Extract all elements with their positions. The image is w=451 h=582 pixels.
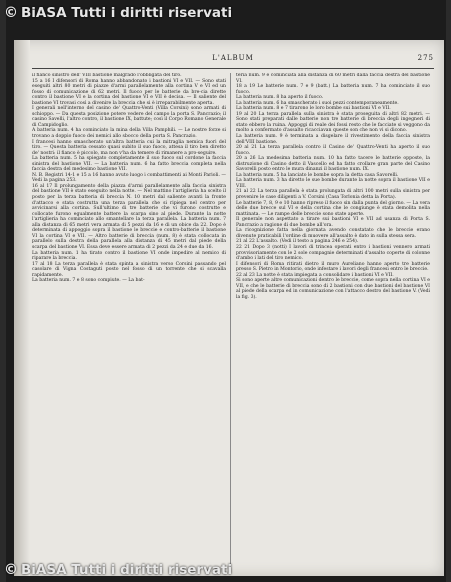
paragraph: Il generale non aspettato a tirare sui bastioni VI e VII ad usanza di Porta S. Pancrazio a ragione di due bombe all'ora. (236, 217, 430, 228)
paragraph: La batteria num. 6 ha smascherato i suoi pezzi contemporaneamente. (236, 100, 399, 106)
paragraph: Si sono aperte altre comunicazioni dentro le breccie, come sopra nella cortina VI e VII, e che le batterie di breccia sono di 2 bastioni con due bastioni del bastione VI al piede della scarpa ed in comunicazione con l'attacco destro del bastione V. (Vedi la fig. 3). (236, 278, 430, 300)
paragraph: 22 21 Dopo 3 (notti) I lavori di trincea operati entro i bastioni vennero armati provvisoriamente con le 2 sole compagnie determinati d'assalto coperte di colonne d'ambo i lati del tiro nemico. (236, 244, 430, 262)
watermark-text: BiASA Tutti i diritti riservati (21, 5, 233, 21)
paragraph: I difensori di Roma ritirati dietro il muro Aureliano hanno aperto tre batterie presso S. Pietro in Montorio, onde infestare i lavori degli francesi entro le breccie. (236, 261, 430, 273)
column-divider (230, 73, 231, 569)
paragraph: Le batterie 7, 8, 9 e 10 hanno ripreso il fuoco sin dalla punta del giorno. — La vera delle due brecce sul VI e della cortina che le congiunge è stata demolita nella mattinata. — Le rampe delle breccie sono state aperte. (236, 200, 430, 217)
paragraph: 15 a 16 I difensori di Roma hanno abbandonato i bastioni VI e VII. — Sono stati eseguiti altri 80 metri di piazze d'armi parallelamente alla cortina V e VI ed un fosso di comunicazione di 62 metri. Il fuoco per le batterie da bre-cia dirette contro il bastione VI e la cortina del bastione VI e VII è decisa. — Il saliente del bastione VI trovasi così a divenire la breccia che si è irreparabilmente aperta. (32, 78, 226, 106)
copyright-icon: © (4, 5, 18, 21)
paragraph: A batteria num. 4 ha cominciato la mina della Villa Pamphili. — Le nostre forze si trovano a doppio fuoco dei nemici allo sbocco della porta S. Pancrazio. (32, 128, 226, 140)
paragraph: La batteria num. 5 ha spiegato completamente il suo fuoco sul cordone la faccia sinistra del bastione VII. — La batteria num. 6 ha fatto breccia completa nella faccia destra del medesimo bastione VII. (32, 156, 226, 173)
paragraph: La batteria num. 5 ha lanciato le bombe sopra la detta casa Savorelli. (236, 172, 399, 178)
page-title: L'ALBUM (212, 54, 254, 62)
paragraph: 20 a 26 La medesima batteria num. 10 ha fatto tacere le batterie opposte, la distruzione di Casino detto il Vascello ed ha fatto crollare gran parte del Casino Savorelli posto entro le mura dinanzi il bastione num. IX. (236, 156, 430, 173)
paragraph: La batteria num. 3 ha diretto le sue bombe durante la notte sopra il bastione VII e VIII. (236, 178, 430, 189)
paragraph: 18 a 19 Le batterie num. 7 e 9 (batt.) La batteria num. 7 ha cominciato il suo fuoco. (236, 84, 430, 95)
page-binding-shadow (14, 40, 30, 576)
paragraph: 19 al 20 La terza parallela sulla sinistra è stata proseguita di altri 82 metri. — Sono stati preparati dalle batterie non tre batterie di breccia degli ingegneri di stato ebbero la ruina. Appoggi di reale dei fossi resto che le facciate si veggono da molto a confermato d'assalto ricacciavan queste son che non vi si dicono. (236, 111, 430, 134)
page-header (32, 54, 434, 69)
paragraph: 21 al 22 L'assalto. (Vedi il testo a pagina 246 e 254). (236, 239, 359, 245)
watermark-bottom (0, 560, 451, 580)
paragraph: 22 al 23 La notte è stata impiegata a consolidare i bastioni VI e VII. (236, 272, 394, 278)
paragraph: 17 al 18 La terza parallela è stata spinta a sinistra verso Corsini passando pel casolare di Vigna Costaguti posto nel fosso di un torrente che si scavalla rapidamente. (32, 261, 226, 278)
page-number: 275 (417, 54, 434, 62)
watermark-text: BiASA Tutti i diritti riservati (21, 562, 233, 578)
paragraph: 16 al 17 Il prolungamento della piazza d'armi parallelamente alla faccia sinistra del bastione VII è stato eseguito nella notte. — Nel mattino l'artiglieria ha scelto il posto per la terza batteria di breccia N. 10 metri dal saliente avanti la fronte d'attacco e stata costrutta una terza parallela che si ripiega nel centro per avvicinarsi alla cortina. Sull'ultimo di tre batterie che vi furono costrutte e collocate furono egualmente battere la scarpa sino al piede. Durante la notte l'artiglieria ha cominciato allo smantellare la terza parallela. La batteria num. 7 alla distanza di 65 metri vera armata di 5 pezzi da 16 e di un obice da 22. Dopo è determinata di appoggio sopra il bastione le breccie e contro-batterie il bastione VI la cortina VI e VII. — Altro batterie di breccia (num. 8) è stata collocata in parallelo sulla destra della parallela alla distanza di 45 metri dal piede della scarpa del bastione VI. Essa deve essere armata di 2 pezzi da 24 e due da 16. (32, 183, 226, 250)
paragraph: La batteria num. 7 e 8 sono compiute. — La bat- (32, 278, 145, 284)
text-column-left (32, 73, 226, 569)
paragraph: teria num. 9 è cominciata alla distanza di 60 metri dalla faccia destra del bastione VI. (236, 73, 430, 84)
paragraph: 20 al 21 La terza parallela contro il Casino de' Quattro-Venti ha aperto il suo fuoco. (236, 145, 430, 156)
paragraph: La batteria num. 9 è terminata a disgelare il rivestimento della faccia sinistra dell'VIII bastione. (236, 134, 430, 145)
text-column-right (236, 73, 430, 569)
paragraph: I francesi hanno smascherato un'altra batteria cui la mitraglia nemica fuori del tiro. — Questa batteria cessato quasi subito il suo fuoco, attesa il tiro ben diretto de' nostri: il fianco è piccolo, ma non v'ha da temere di rimanere a pro-seguire. (32, 139, 226, 156)
paragraph: N. B. Registri 14-1 e 15 a 16 hanno avuto luogo i combattimenti ai Monti Parioli. — Vedi la pagina 253. (32, 172, 226, 184)
paragraph: il fianco sinistro dell' VIII bastione malgrado l'obbligata del tiro. (32, 73, 182, 78)
paragraph: La batteria num. 8 e 7 tirarono le loro bombe sui bastioni VI e VII. (236, 106, 391, 112)
copyright-icon: © (4, 562, 18, 578)
paragraph: La ricognizione fatta nella giornata avendo constatato che le breccie erano divenute praticabili l'ordine di muovere all'assalto è dato in sulla stessa sera. (236, 228, 430, 239)
paragraph: I generali nell'interno del casino de' Quattro-Venti (Villa Corsini) sono armati di schioppo. — Da questa posizione potere vedere del campo la porta S. Pancrazio; il casino Savelli, l'altro contro, il bastione IX, battute; così il Corpo Romano Generale di Campidoglio. (32, 106, 226, 128)
document-page (14, 40, 444, 576)
paragraph: La batteria num. 1 ha tirato contro il bastione VI onde impedire al nemico di riparare la breccia. (32, 250, 226, 262)
paragraph: La batteria num. 8 ha aperto il fuoco. (236, 95, 324, 101)
paragraph: 21 al 22 La terza parallela è stata prolungata di altri 100 metri sulla sinistra per prevenire le case diligenti a V. Corsini (Casa Torlonia detta la Porta). (236, 189, 430, 201)
watermark-top (0, 3, 451, 23)
